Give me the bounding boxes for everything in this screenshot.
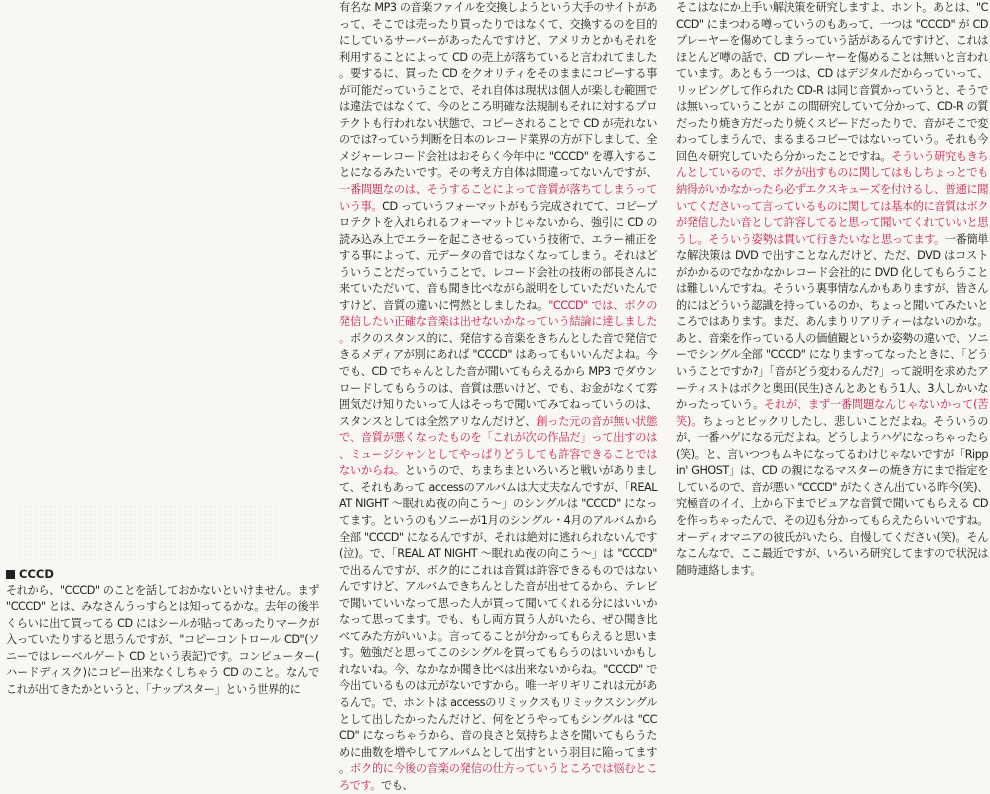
text-run: それから、"CCCD" のことを話しておかないといけません。まず"CCCD" とは、みなさんうっすらとは知ってるかな。去年の後半くらいに出て買ってる CD にはシールが貼ってあったりマークが入っていたりすると思うんですが、"コピーコントロール CD"(ソニーではレーベルゲート CD という表記)です。コンピューター(ハードディスク)にコピー出来なくしちゃう CD のこと。なんでこれが出てきたかというと、「ナップスター」という世界的に bbox=[6, 583, 319, 696]
highlight-run: そういう研究もきちんとしているので、ボクが出すものに関してはもしちょっとでも納得がいかなかったら必ずエクスキューズを付けるし、普通に聞いてくださいって言っているものに関しては基本的に音質はボクが発信したい音として許容してると思って聞いてくれていいと思うし。そういう姿勢は貫いて行きたいなと思ってます。 bbox=[676, 149, 988, 246]
highlight-run: 一番問題なのは、そうすることによって音質が落ちてしまうっていう事。 bbox=[339, 183, 657, 213]
column-left-body bbox=[6, 583, 319, 699]
highlight-run: それが、まず一番問題なんじゃないかって(苦笑)。 bbox=[676, 398, 988, 428]
square-bullet-icon bbox=[6, 570, 15, 579]
text-run: ボクのスタンス的に、発信する音楽をきちんとした音で発信できるメディアが別にあれば "CCCD" はあってもいいんだよね。今でも、CD でちゃんとした音が聞いてもらえるから MP3 でダウンロードしてもらうのは、音質は悪いけど、でも、お金がなくて雰囲気だけ知りたいって人はそっちで聞いてみてねっていうのは、スタンスとしては全然アリなんだけど、 bbox=[339, 331, 657, 428]
text-run: でも、 bbox=[380, 778, 414, 792]
column-middle bbox=[339, 0, 657, 794]
text-run: ちょっとビックリしたし、悲しいことだよね。そういうのが、一番ハゲになる元だよね。どうしようハゲになっちゃったら(笑)。と、言いつつもムキになってるわけじゃないですが「Rippin' GHOST」は、CD の親になるマスターの焼き方にまで指定をしているので、音が悪い "CCCD" がたくさん出ている昨今(笑)、究極音のイイ、上から下までピュアな音質で聞いてもらえる CD を作っちゃったんで、その辺も分かってもらえたらいいですね。オーディオマニアの彼氏がいたら、自慢してください(笑)。そんなこんなで、ここ最近ですが、いろいろ研究してますので状況は随時連絡します。 bbox=[676, 414, 988, 577]
text-run: というので、ちまちまといろいろと戦いがありまして、それもあって accessのアルバムは大丈夫なんですが、「REAL AT NIGHT 〜眠れぬ夜の向こう〜」のシングルは "CCCD" になってます。というのもソニーが1月のシングル・4月のアルバムから全部 "CCCD" になるんですが、それは絶対に逃れられないんです(泣)。で、「REAL AT NIGHT 〜眠れぬ夜の向こう〜」は "CCCD" で出るんですが、ボク的にこれは音質は許容できるものではないんですけど、アルバムできちんとした音が出せてるから、テレビで聞いていいなって思った人が買って聞いてくれる分にはいいかなって思ってます。でも、もし両方買う人がいたら、ぜひ聞き比べてみた方がいいよ。言ってることが分かってもらえると思います。勉強だと思ってこのシングルを買ってもらうのはいいかもしれないね。今、なかなか聞き比べは出来ないからね。"CCCD" で今出ているものは元がないですから。唯一ギリギリこれは元があるんで。で、ホントは accessのリミックスもリミックスシングルとして出したかったんだけど、何をどうやってもシングルは "CCCD" になっちゃうから、音の良さと気持ちよさを聞いてもらうために曲数を増やしてアルバムとして出すという羽目に陥ってます。 bbox=[339, 464, 657, 776]
paper-speckle bbox=[18, 505, 278, 560]
section-heading-text: CCCD bbox=[19, 567, 54, 581]
section-heading bbox=[6, 566, 319, 583]
text-run: そこはなにか上手い解決策を研究しますよ、ホント。あとは、"CCCD" にまつわる噂っていうのもあって、一つは "CCCD" が CD プレーヤーを傷めてしまうっていう話があるんですけど、これはほとんど噂の話で、CD プレーヤーを傷めることは無いと言われています。あともう一つは、CD はデジタルだからっていって、リッピングして作られた CD-R は同じ音質かっていうと、そうでは無いっていうことが この間研究していて分かって、CD-R の質だったり焼き方だったり焼くスピードだったりで、音がそこで変わってしまうんで、まるまるコピーではないっていう。それも今回色々研究していたら分かったことですね。 bbox=[676, 1, 988, 163]
column-left bbox=[6, 566, 319, 698]
highlight-run: ボク的に今後の音楽の発信の仕方っていうところでは悩むところです。 bbox=[339, 762, 657, 792]
text-run: 有名な MP3 の音楽ファイルを交換しようという大手のサイトがあって、そこでは売ったり買ったりではなくて、交換するのを目的にしているサーバーがあったんですけど、アメリカとかもそれを利用することによって CD の売上が落ちていると言われてました。要するに、買った CD をクオリティをそのままにコピーする事が可能だっていうことで、それ自体は現状は個人が楽しむ範囲では違法ではなくて、今のところ明確な法規制もそれに対するプロテクトも行われない状態で、コピーされることで CD が売れないのでは?っていう判断を日本のレコード業界の方が下しまして、全メジャーレコード会社はおそらく今年中に "CCCD" を導入することになるみたいです。その考え方自体は間違ってないんですが、 bbox=[339, 1, 657, 180]
text-run: 一番簡単な解決策は DVD で出すことなんだけど、ただ、DVD はコストがかかるのでなかなかレコード会社的に DVD 化してもらうことは難しいんですね。そういう裏事情なんかもありますが、皆さん的にはどういう認識を持っているのか、ちょっと聞いてみたいところではあります。まだ、あんまりリアリティーはないのかな。あと、音楽を作っている人の価値観というか姿勢の違いで、ソニーでシングル全部 "CCCD" になりますってなったときに、「どういうことですか?」「音がどう変わるんだ?」って説明を求めたアーティストはボクと奥田(民生)さんとあともう1人、3人しかいなかったっていう。 bbox=[676, 232, 989, 412]
column-right bbox=[676, 0, 988, 579]
text-run: CD っていうフォーマットがもう完成されてて、コピープロテクトを入れられるフォーマットじゃないから、強引に CD の読み込み上でエラーを起こさせるっていう技術で、エラー補正をする事によって、元データの音ではなくなってしまう。それはどういうことだっていうことで、レコード会社の技術の部長さんに来ていただいて、音も聞き比べながら説明をしていただいたんですけど、音質の違いに愕然としましたね。 bbox=[339, 199, 657, 312]
highlight-run: 創った元の音が無い状態で、音質が悪くなったものを「これが次の作品だ」って出すのは、ミュージシャンとしてやっぱりどうしても許容できることではないからね。 bbox=[339, 414, 657, 478]
highlight-run: "CCCD" では、ボクの発信したい正確な音楽は出せないかなっていう結論に達しました。 bbox=[339, 298, 657, 345]
